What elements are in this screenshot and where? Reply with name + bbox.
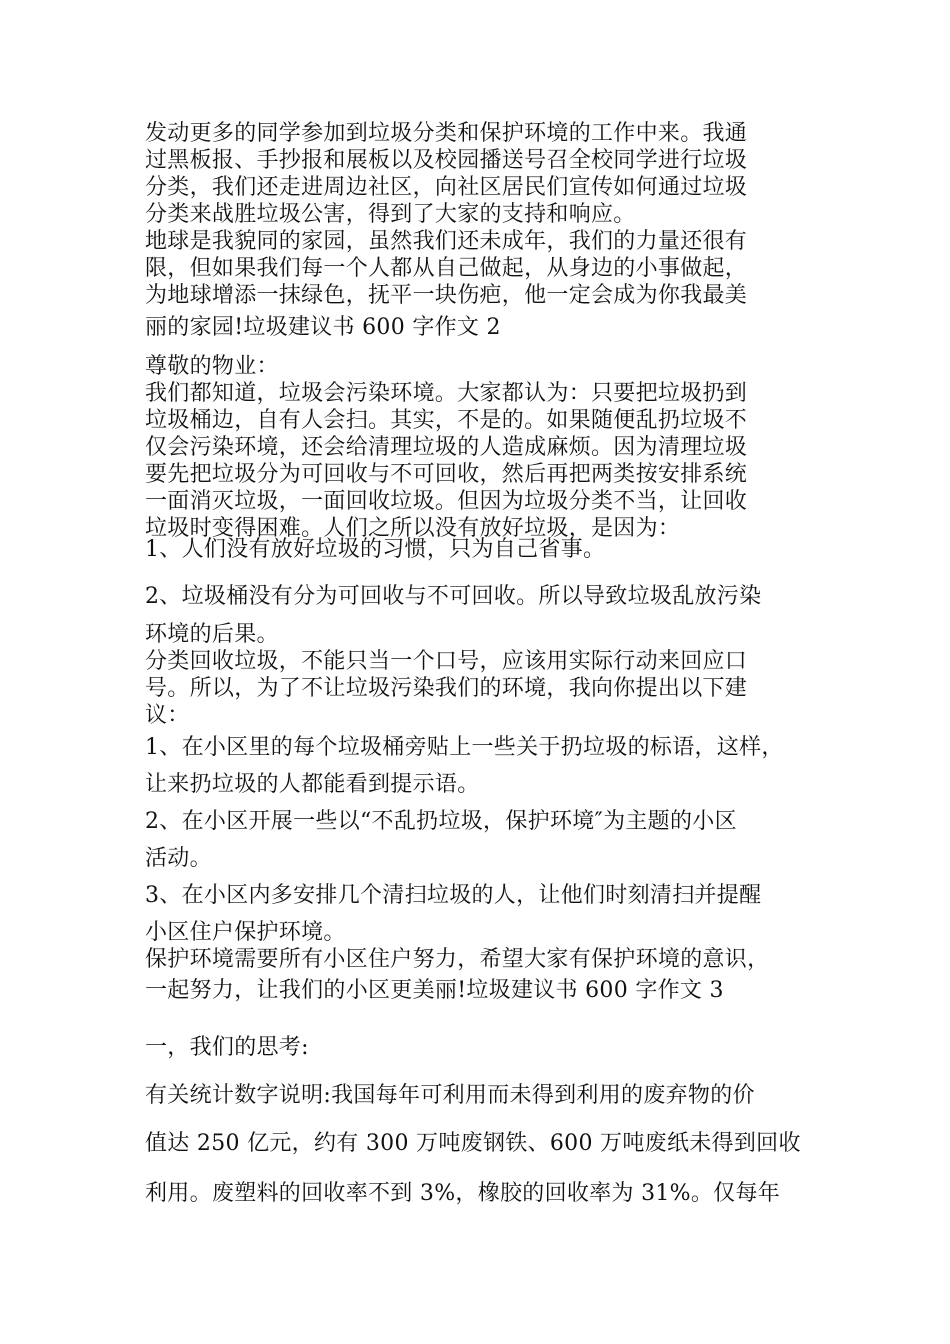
text-line: 限，但如果我们每一个人都从自己做起，从身边的小事做起， (145, 256, 748, 281)
text-line: 环境的后果。 (145, 622, 279, 647)
text-line: 1、在小区里的每个垃圾桶旁贴上一些关于扔垃圾的标语，这样， (145, 735, 784, 760)
text-line: 保护环境需要所有小区住户努力，希望大家有保护环境的意识， (145, 947, 770, 972)
text-line: 议： (145, 703, 190, 728)
text-line: 分类回收垃圾，不能只当一个口号，应该用实际行动来回应口 (145, 649, 748, 674)
text-line: 一，我们的思考: (145, 1035, 309, 1060)
text-line: 要先把垃圾分为可回收与不可回收，然后再把两类按安排系统 (145, 462, 748, 487)
text-line: 2、垃圾桶没有分为可回收与不可回收。所以导致垃圾乱放污染 (145, 584, 762, 609)
text-line: 过黑板报、手抄报和展板以及校园播送号召全校同学进行垃圾 (145, 148, 748, 173)
text-line: 垃圾时变得困难。人们之所以没有放好垃圾，是因为： (145, 516, 681, 541)
text-line: 1、人们没有放好垃圾的习惯，只为自己省事。 (145, 537, 606, 562)
text-line: 发动更多的同学参加到垃圾分类和保护环境的工作中来。我通 (145, 121, 748, 146)
text-line: 我们都知道，垃圾会污染环境。大家都认为：只要把垃圾扔到 (145, 381, 748, 406)
text-line: 为地球增添一抹绿色，抚平一块伤疤，他一定会成为你我最美 (145, 283, 748, 308)
text-line: 一面消灭垃圾，一面回收垃圾。但因为垃圾分类不当，让回收 (145, 489, 748, 514)
text-line: 3、在小区内多安排几个清扫垃圾的人，让他们时刻清扫并提醒 (145, 883, 762, 908)
text-line: 号。所以，为了不让垃圾污染我们的环境，我向你提出以下建 (145, 676, 748, 701)
text-line: 小区住户保护环境。 (145, 920, 346, 945)
text-line: 值达 250 亿元，约有 300 万吨废钢铁、600 万吨废纸未得到回收 (145, 1131, 801, 1156)
text-line: 有关统计数字说明:我国每年可利用而未得到利用的废弃物的价 (145, 1083, 755, 1108)
text-line: 仅会污染环境，还会给清理垃圾的人造成麻烦。因为清理垃圾 (145, 435, 748, 460)
text-line: 分类来战胜垃圾公害，得到了大家的支持和响应。 (145, 202, 636, 227)
text-line: 地球是我貌同的家园，虽然我们还未成年，我们的力量还很有 (145, 229, 748, 254)
text-line: 活动。 (145, 846, 212, 871)
text-line: 尊敬的物业： (145, 354, 279, 379)
text-line: 丽的家园!垃圾建议书 600 字作文 2 (145, 315, 501, 340)
text-line: 2、在小区开展一些以“不乱扔垃圾，保护环境″为主题的小区 (145, 809, 737, 834)
text-line: 一起努力，让我们的小区更美丽!垃圾建议书 600 字作文 3 (145, 978, 724, 1003)
text-line: 利用。废塑料的回收率不到 3%，橡胶的回收率为 31%。仅每年 (145, 1181, 781, 1206)
text-line: 垃圾桶边，自有人会扫。其实，不是的。如果随便乱扔垃圾不 (145, 408, 748, 433)
text-line: 让来扔垃圾的人都能看到提示语。 (145, 772, 480, 797)
text-line: 分类，我们还走进周边社区，向社区居民们宣传如何通过垃圾 (145, 175, 748, 200)
